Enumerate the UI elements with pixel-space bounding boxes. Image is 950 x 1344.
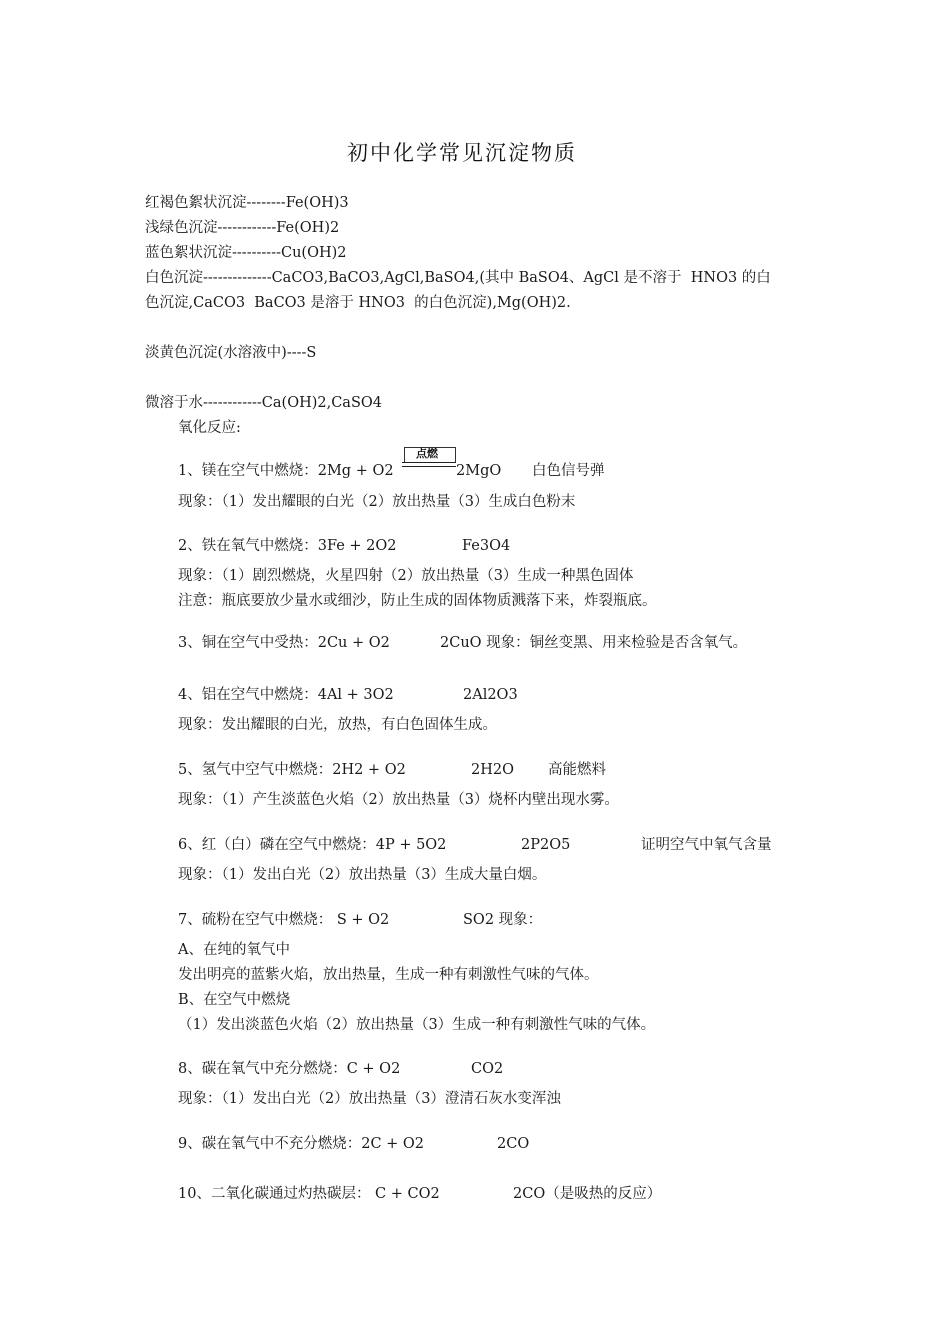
- reaction-phenomenon: （1）发出淡蓝色火焰（2）放出热量（3）生成一种有刺激性气味的气体。: [178, 1017, 656, 1033]
- reaction-phenomenon: 发出明亮的蓝紫火焰，放出热量，生成一种有刺激性气味的气体。: [178, 967, 599, 983]
- reaction-product: 2P2O5: [521, 837, 571, 853]
- reaction-equation: 1、镁在空气中燃烧：2Mg + O2: [178, 463, 394, 479]
- reaction-product: 2Al2O3: [463, 687, 518, 703]
- reaction-product: SO2 现象：: [463, 912, 543, 928]
- reaction-equation: 7、硫粉在空气中燃烧： S + O2: [178, 912, 390, 928]
- page-title: 初中化学常见沉淀物质: [347, 141, 577, 165]
- reaction-phenomenon: 现象：（1）发出白光（2）放出热量（3）澄清石灰水变浑浊: [178, 1091, 561, 1107]
- reaction-product: 2CuO 现象：铜丝变黑、用来检验是否含氧气。: [440, 635, 748, 651]
- reaction-product: 2CO: [497, 1136, 530, 1152]
- reaction-phenomenon: 现象：（1）剧烈燃烧，火星四射（2）放出热量（3）生成一种黑色固体: [178, 568, 634, 584]
- precipitate-line: 红褐色絮状沉淀--------Fe(OH)3: [145, 195, 349, 211]
- sub-condition-title: A、在纯的氧气中: [178, 942, 290, 958]
- sub-condition-title: B、在空气中燃烧: [178, 992, 291, 1008]
- reaction-product: 2H2O: [471, 762, 514, 778]
- reaction-equation: 6、红（白）磷在空气中燃烧：4P + 5O2: [178, 837, 447, 853]
- reaction-equation: 8、碳在氧气中充分燃烧：C + O2: [178, 1061, 401, 1077]
- condition-label: 点燃: [416, 447, 438, 460]
- reaction-note: 高能燃料: [548, 762, 606, 778]
- precipitate-line: 色沉淀,CaCO3 BaCO3 是溶于 HNO3 的白色沉淀),Mg(OH)2.: [145, 295, 571, 311]
- reaction-equation: 5、氢气中空气中燃烧：2H2 + O2: [178, 762, 406, 778]
- reaction-equation: 2、铁在氧气中燃烧：3Fe + 2O2: [178, 538, 397, 554]
- reaction-phenomenon: 现象：发出耀眼的白光，放热，有白色固体生成。: [178, 717, 497, 733]
- reaction-phenomenon: 现象：（1）发出耀眼的白光（2）放出热量（3）生成白色粉末: [178, 494, 576, 510]
- reaction-equation: 9、碳在氧气中不充分燃烧：2C + O2: [178, 1136, 425, 1152]
- precipitate-line: 白色沉淀--------------CaCO3,BaCO3,AgCl,BaSO4,(其中 BaSO4、AgCl 是不溶于 HNO3 的白: [145, 270, 771, 286]
- reaction-equation: 3、铜在空气中受热：2Cu + O2: [178, 635, 390, 651]
- precipitate-line: 蓝色絮状沉淀----------Cu(OH)2: [145, 245, 347, 261]
- reaction-equation: 10、二氧化碳通过灼热碳层： C + CO2: [178, 1186, 440, 1202]
- reaction-note: 证明空气中氧气含量: [641, 837, 772, 853]
- precipitate-line: 微溶于水------------Ca(OH)2,CaSO4: [145, 395, 382, 411]
- oxidation-heading: 氧化反应:: [178, 420, 241, 436]
- reaction-condition-mark: [402, 447, 456, 473]
- reaction-product: CO2: [471, 1061, 504, 1077]
- reaction-phenomenon: 现象：（1）发出白光（2）放出热量（3）生成大量白烟。: [178, 867, 547, 883]
- reaction-product: 2CO（是吸热的反应）: [513, 1186, 662, 1202]
- reaction-product: 2MgO: [456, 463, 502, 479]
- reaction-note: 白色信号弹: [532, 463, 605, 479]
- reaction-equation: 4、铝在空气中燃烧：4Al + 3O2: [178, 687, 394, 703]
- reaction-product: Fe3O4: [462, 538, 511, 554]
- reaction-caution: 注意：瓶底要放少量水或细沙，防止生成的固体物质溅落下来，炸裂瓶底。: [178, 593, 657, 609]
- precipitate-line: 浅绿色沉淀------------Fe(OH)2: [145, 220, 340, 236]
- reaction-phenomenon: 现象：（1）产生淡蓝色火焰（2）放出热量（3）烧杯内壁出现水雾。: [178, 792, 619, 808]
- precipitate-line: 淡黄色沉淀(水溶液中)----S: [145, 345, 317, 361]
